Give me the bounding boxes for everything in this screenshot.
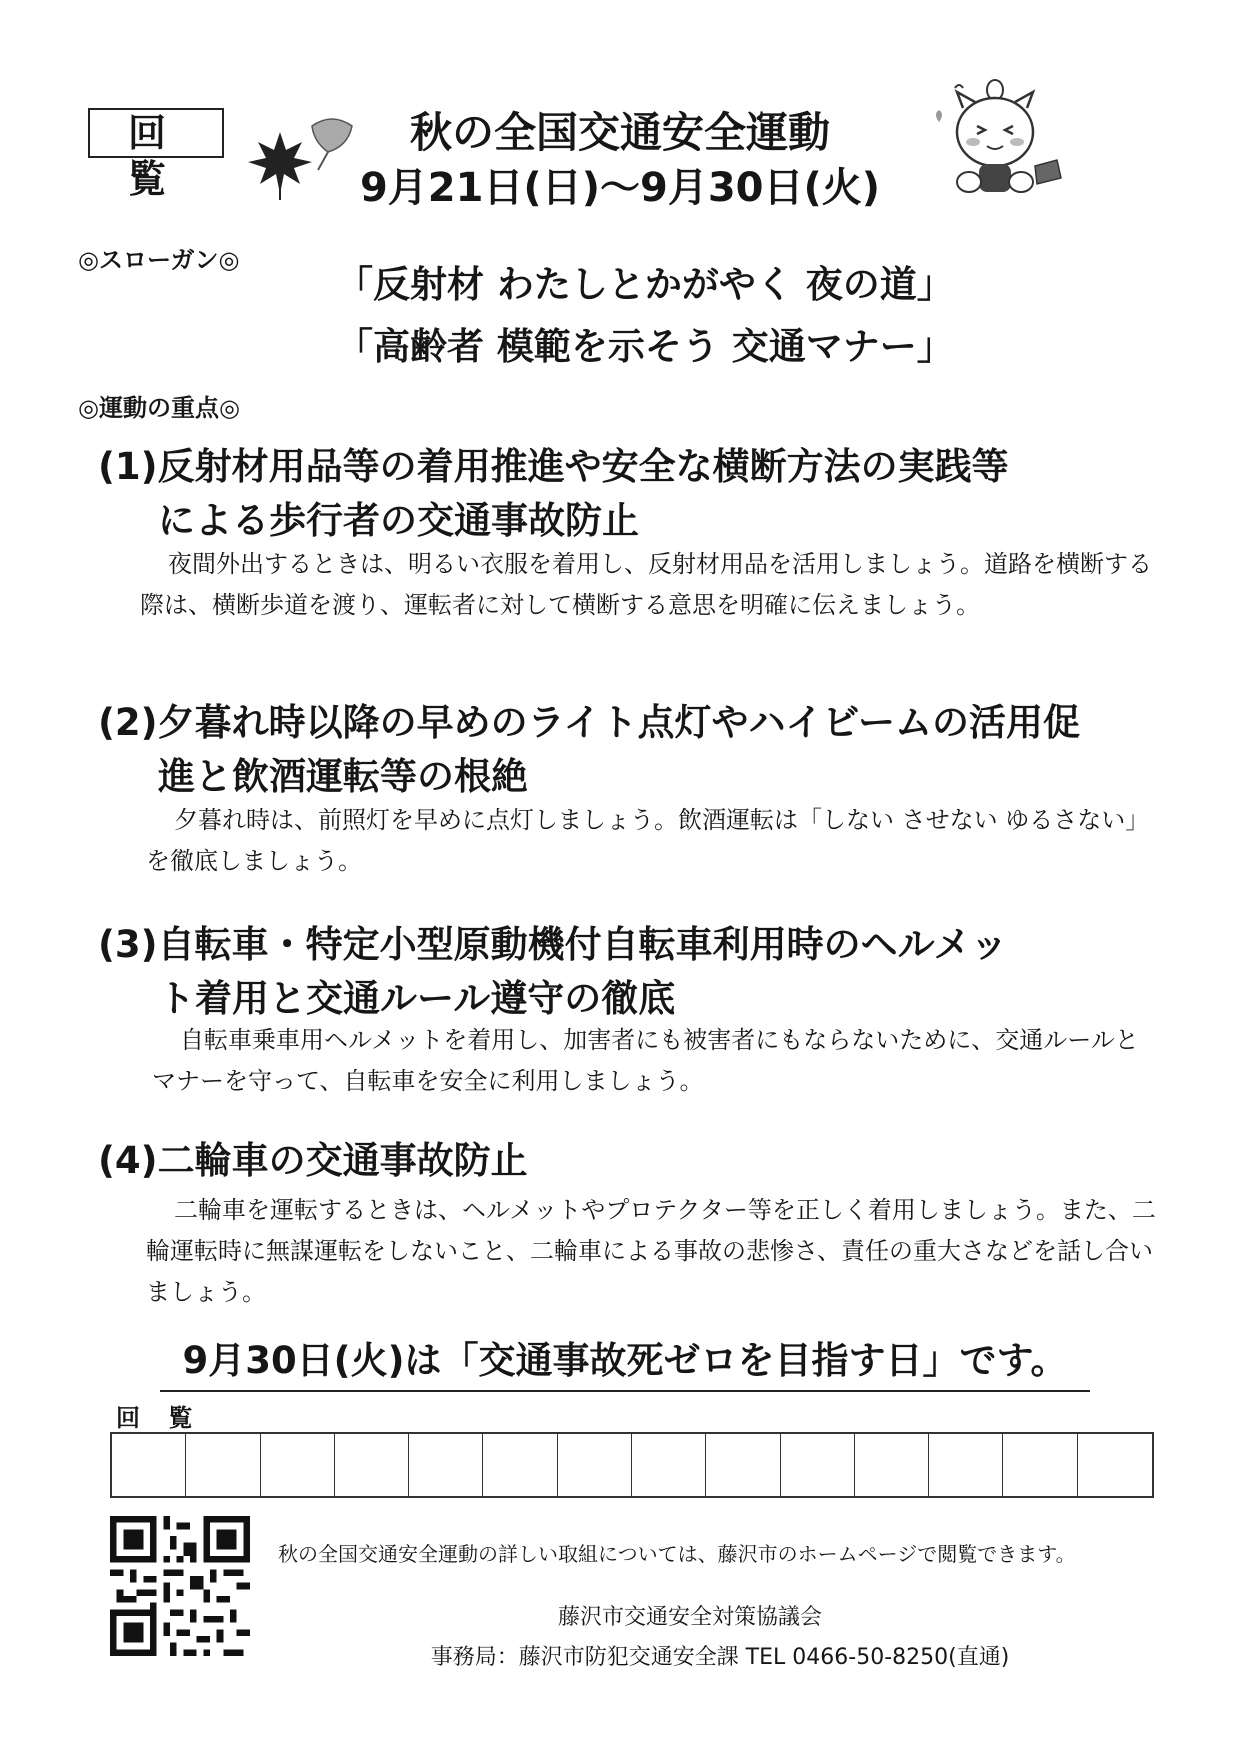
stamp-cell (1078, 1434, 1152, 1496)
focus-item-2-heading-line1: 夕暮れ時以降の早めのライト点灯やハイビームの活用促 (157, 701, 1080, 744)
slogan-2: 「高齢者 模範を示そう 交通マナー」 (336, 325, 954, 368)
office-contact: 事務局：藤沢市防犯交通安全課 TEL 0466-50-8250(直通) (430, 1645, 1010, 1670)
stamp-cell (186, 1434, 260, 1496)
focus-item-1-heading-line2: による歩行者の交通事故防止 (158, 499, 639, 542)
focus-item-2-heading-line2: 進と飲酒運転等の根絶 (158, 755, 528, 798)
stamp-cell (112, 1434, 186, 1496)
campaign-date-range: 9月21日(日)～9月30日(火) (359, 165, 881, 211)
circulation-stamp-grid (110, 1432, 1154, 1498)
focus-item-1-number: (1) (98, 445, 158, 488)
zero-fatality-day: 9月30日(火)は「交通事故死ゼロを目指す日」です。 (160, 1330, 1090, 1392)
focus-item-3-heading-line2: ト着用と交通ルール遵守の徹底 (158, 977, 676, 1020)
organization-name: 藤沢市交通安全対策協議会 (557, 1605, 822, 1630)
focus-item-4-heading (98, 1134, 1178, 1188)
homepage-note: 秋の全国交通安全運動の詳しい取組については、藤沢市のホームページで閲覧できます。 (278, 1542, 1076, 1566)
stamp-cell (409, 1434, 483, 1496)
focus-item-2-number: (2) (98, 701, 158, 744)
stamp-cell (706, 1434, 780, 1496)
stamp-cell (1003, 1434, 1077, 1496)
focus-item-3-body: 自転車乗車用ヘルメットを着用し、加害者にも被害者にもならないために、交通ルールとマナーを守って、自転車を安全に利用しましょう。 (152, 1026, 1139, 1095)
mascot-character-icon (925, 78, 1065, 198)
slogan-label: ◎スローガン◎ (78, 246, 240, 274)
focus-item-2-heading (98, 696, 1178, 804)
campaign-title: 秋の全国交通安全運動 (409, 108, 830, 157)
stamp-cell (558, 1434, 632, 1496)
stamp-cell (929, 1434, 1003, 1496)
focus-item-3-heading-line1: 自転車・特定小型原動機付自転車利用時のヘルメッ (157, 923, 1008, 966)
focus-label: ◎運動の重点◎ (78, 394, 240, 422)
stamp-cell (781, 1434, 855, 1496)
focus-item-4-number: (4) (98, 1139, 158, 1182)
qr-code-icon[interactable] (110, 1516, 250, 1656)
stamp-cell (855, 1434, 929, 1496)
circulation-label: 回 覧 (116, 1404, 203, 1432)
focus-item-3-number: (3) (98, 923, 158, 966)
focus-item-3-heading (98, 918, 1178, 1026)
focus-item-1-heading (98, 440, 1178, 548)
focus-item-4-heading-line1: 二輪車の交通事故防止 (157, 1139, 528, 1182)
focus-item-2-body: 夕暮れ時は、前照灯を早めに点灯しましょう。飲酒運転は「しない させない ゆるさない」を徹底しましょう。 (146, 806, 1150, 875)
stamp-cell (261, 1434, 335, 1496)
focus-item-4-body: 二輪車を運転するときは、ヘルメットやプロテクター等を正しく着用しましょう。また、二輪運転時に無謀運転をしないこと、二輪車による事故の悲惨さ、責任の重大さなどを話し合いましょう。 (146, 1196, 1156, 1306)
focus-item-1-body: 夜間外出するときは、明るい衣服を着用し、反射材用品を活用しましょう。道路を横断する際は、横断歩道を渡り、運転者に対して横断する意思を明確に伝えましょう。 (140, 550, 1152, 619)
stamp-cell (483, 1434, 557, 1496)
stamp-cell (632, 1434, 706, 1496)
slogan-1: 「反射材 わたしとかがやく 夜の道」 (336, 263, 954, 306)
kairan-badge: 回 覧 (88, 108, 224, 158)
focus-item-1-heading-line1: 反射材用品等の着用推進や安全な横断方法の実践等 (157, 445, 1009, 488)
stamp-cell (335, 1434, 409, 1496)
